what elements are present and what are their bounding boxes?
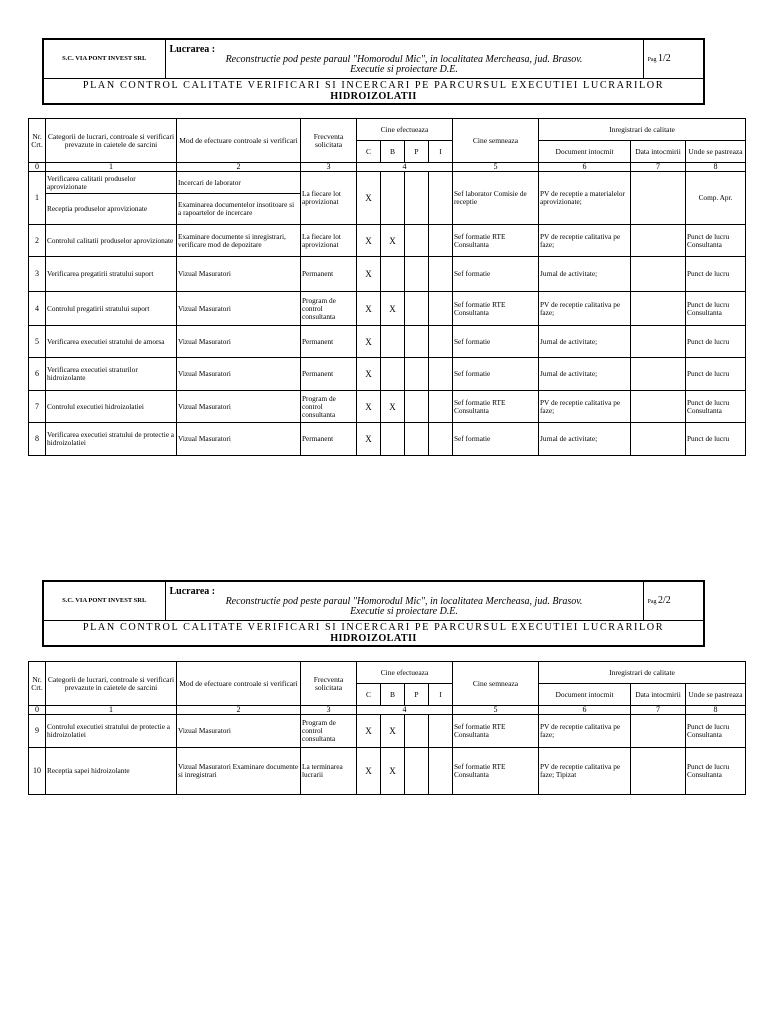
col-nr: Nr. Crt. (29, 662, 46, 706)
lucrarea-label: Lucrarea : (169, 585, 216, 597)
table-row: Receptia produselor aprovizionate Examinarea documentelor insotitoare si a rapoartelor de incercare (29, 194, 746, 225)
col-categorii: Categorii de lucrari, controale si verificari prevazute in caietele de sarcini (46, 119, 177, 163)
page1-header (42, 38, 703, 105)
col-cine-efectueaza: Cine efectueaza (357, 662, 453, 684)
page2-control-table (28, 661, 746, 795)
table-row: 4 Controlul pregatirii stratului suport Vizual Masuratori Program de control consultanta X X Sef formatie RTE Consultanta PV de receptie calitativa pe faze; Punct de lucru Consultanta (29, 292, 746, 326)
column-numbers: 0 1 2 3 4 5 6 7 8 (29, 163, 746, 172)
plan-line1: PLAN CONTROL CALITATE VERIFICARI SI INCERCARI PE PARCURSUL EXECUTIEI LUCRARILOR (82, 79, 665, 91)
col-b: B (381, 684, 405, 706)
col-i: I (429, 141, 453, 163)
table-row: 5 Verificarea executiei stratului de amorsa Vizual Masuratori Permanent X Sef formatie Jurnal de activitate; Punct de lucru (29, 326, 746, 358)
col-document: Document intocmit (539, 141, 631, 163)
project-title (165, 39, 643, 78)
col-inregistrari: Inregistrari de calitate (539, 119, 746, 141)
col-i: I (429, 684, 453, 706)
page2-header (42, 580, 703, 647)
column-numbers: 0 1 2 3 4 5 6 7 8 (29, 706, 746, 715)
page1-control-table (28, 118, 746, 456)
col-document: Document intocmit (539, 684, 631, 706)
project-title (165, 581, 643, 620)
col-mod: Mod de efectuare controale si verificari (177, 662, 301, 706)
col-categorii: Categorii de lucrari, controale si verificari prevazute in caietele de sarcini (46, 662, 177, 706)
plan-title (43, 620, 704, 646)
col-c: C (357, 684, 381, 706)
col-data: Data intocmirii (631, 141, 686, 163)
plan-line1: PLAN CONTROL CALITATE VERIFICARI SI INCERCARI PE PARCURSUL EXECUTIEI LUCRARILOR (82, 621, 665, 633)
col-cine-efectueaza: Cine efectueaza (357, 119, 453, 141)
lucrarea-label: Lucrarea : (169, 43, 216, 55)
col-p: P (405, 141, 429, 163)
col-p: P (405, 684, 429, 706)
table-row: 2 Controlul calitatii produselor aprovizionate Examinare documente si inregistrari, verificare mod de depozitare La fiecare lot aprovizionat X X Sef formatie RTE Consultanta PV de receptie calitativa pe faze; Punct de lucru Consultanta (29, 225, 746, 257)
col-unde: Unde se pastreaza (686, 141, 746, 163)
header-table (42, 38, 705, 105)
company-name: S.C. VIA PONT INVEST SRL (43, 39, 165, 78)
table-row: 3 Verificarea pregatirii stratului suport Vizual Masuratori Permanent X Sef formatie Jurnal de activitate; Punct de lucru (29, 257, 746, 292)
col-frecventa: Frecventa solicitata (301, 662, 357, 706)
col-frecventa: Frecventa solicitata (301, 119, 357, 163)
lucrarea-line1: Reconstructie pod peste paraul "Homorodul Mic", in localitatea Mercheasa, jud. Brasov. (225, 53, 583, 65)
col-nr: Nr. Crt. (29, 119, 46, 163)
col-b: B (381, 141, 405, 163)
company-name: S.C. VIA PONT INVEST SRL (43, 581, 165, 620)
table-row: 6 Verificarea executiei straturilor hidroizolante Vizual Masuratori Permanent X Sef formatie Jurnal de activitate; Punct de lucru (29, 358, 746, 391)
plan-line2: HIDROIZOLATII (330, 90, 417, 102)
table-row: 1 Verificarea calitatii produselor aprovizionate Incercari de laborator La fiecare lot aprovizionat X Sef laborator Comisie de receptie PV de receptie a materialelor aprovizionate; Comp. Apr. (29, 172, 746, 194)
page-number: Pag 2/2 (643, 581, 704, 620)
col-cine-semneaza: Cine semneaza (453, 119, 539, 163)
table-row: 9 Controlul executiei stratului de protectie a hidroizolatiei Vizual Masuratori Program de control consultanta X X Sef formatie RTE Consultanta PV de receptie calitativa pe faze; Punct de lucru Consultanta (29, 715, 746, 748)
col-unde: Unde se pastreaza (686, 684, 746, 706)
col-cine-semneaza: Cine semneaza (453, 662, 539, 706)
col-inregistrari: Inregistrari de calitate (539, 662, 746, 684)
table-row: 8 Verificarea executiei stratului de protectie a hidroizolatiei Vizual Masuratori Permanent X Sef formatie Jurnal de activitate; Punct de lucru (29, 423, 746, 456)
plan-title (43, 78, 704, 104)
col-data: Data intocmirii (631, 684, 686, 706)
lucrarea-line2: Executie si proiectare D.E. (350, 63, 458, 75)
table-row: 7 Controlul executiei hidroizolatiei Vizual Masuratori Program de control consultanta X X Sef formatie RTE Consultanta PV de receptie calitativa pe faze; Punct de lucru Consultanta (29, 391, 746, 423)
lucrarea-line2: Executie si proiectare D.E. (350, 605, 458, 617)
col-mod: Mod de efectuare controale si verificari (177, 119, 301, 163)
header-table (42, 580, 705, 647)
plan-line2: HIDROIZOLATII (330, 632, 417, 644)
lucrarea-line1: Reconstructie pod peste paraul "Homorodul Mic", in localitatea Mercheasa, jud. Brasov. (225, 595, 583, 607)
col-c: C (357, 141, 381, 163)
page-number: Pag 1/2 (643, 39, 704, 78)
table-row: 10 Receptia sapei hidroizolante Vizual Masuratori Examinare documente si inregistrari La terminarea lucrarii X X Sef formatie RTE Consultanta PV de receptie calitativa pe faze; Tipizat Punct de lucru Consultanta (29, 748, 746, 795)
